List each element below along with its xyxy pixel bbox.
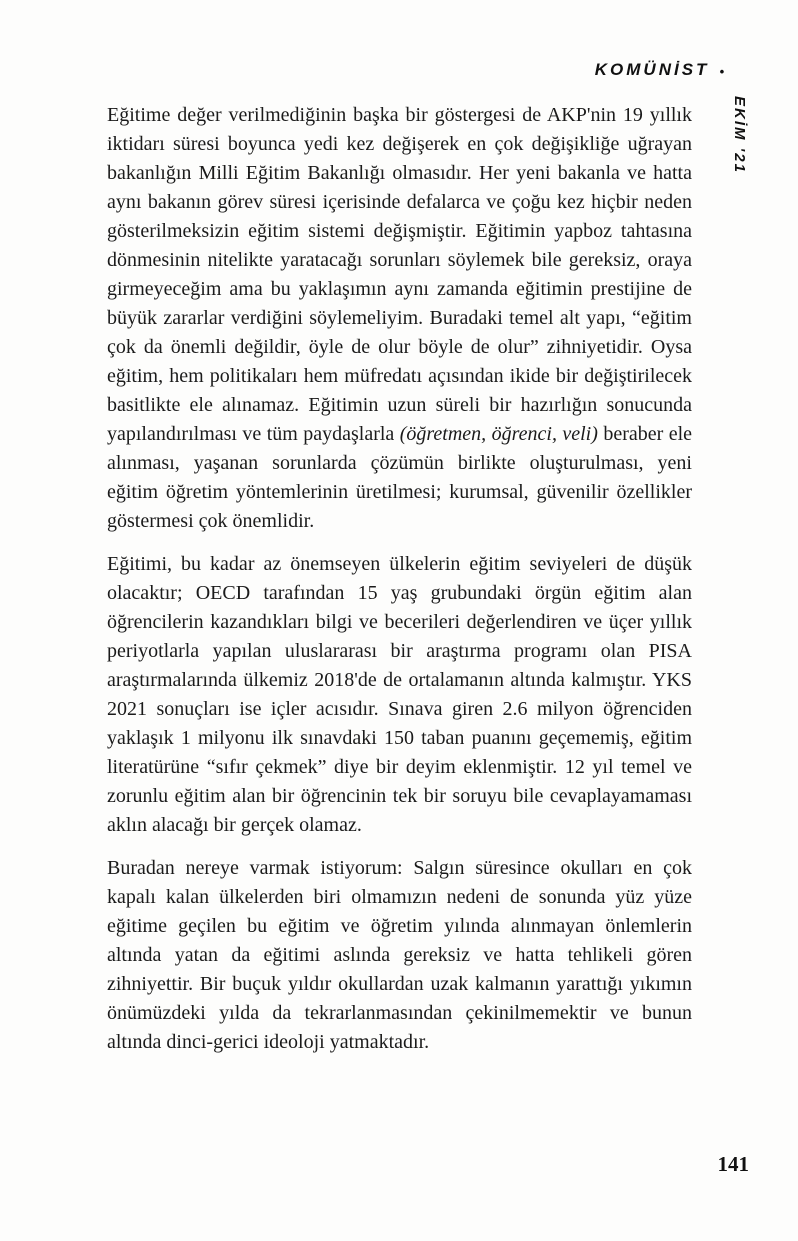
magazine-title: KOMÜNİST (594, 60, 710, 79)
issue-label: EKİM '21 (731, 96, 748, 174)
page-header (595, 60, 724, 80)
bullet-icon: • (719, 63, 724, 79)
page-number: 141 (717, 1152, 749, 1176)
paragraph-text: Eğitime değer verilmediğinin başka bir göstergesi de AKP'nin 19 yıllık iktidarı süresi boyunca yedi kez değişerek en çok değişikliğe uğrayan bakanlığın Milli Eğitim Bakanlığı olmasıdır. Her yeni bakanla ve hatta aynı bakanın görev süresi içerisinde defalarca ve çoğu kez hiçbir neden gösterilmeksizin eğitim sistemi değişmiştir. Eğitimin yapboz tahtasına dönmesinin nitelikte yaratacağı sorunları söylemek bile gereksiz, oraya girmeyeceğim ama bu yaklaşımın aynı zamanda eğitimin prestijine de büyük zararlar verdiğini söylemeliyim. Buradaki temel alt yapı, “eğitim çok da önemli değildir, öyle de olur böyle de olur” zihniyetidir. Oysa eğitim, hem politikaları hem müfredatı açısından ikide bir değiştirilecek basitlikte ele alınamaz. Eğitimin uzun süreli bir hazırlığın sonucunda yapılandırılması ve tüm paydaşlarla (107, 104, 692, 445)
paragraph-text: beraber ele alınması, yaşanan sorunlarda çözümün birlikte oluşturulması, yeni eğitim öğretim yöntemlerinin üretilmesi; kurumsal, güvenilir özellikler göstermesi çok önemlidir. (107, 423, 693, 532)
paragraph: Eğitimi, bu kadar az önemseyen ülkelerin eğitim seviyeleri de düşük olacaktır; OECD tarafından 15 yaş grubundaki örgün eğitim alan öğrencilerin kazandıkları bilgi ve becerileri değerlendiren ve üçer yıllık periyotlarla yapılan uluslararası bir araştırma programı olan PISA araştırmalarında ülkemiz 2018'de de ortalamanın altında kalmıştır. YKS 2021 sonuçları ise içler acısıdır. Sınava giren 2.6 milyon öğrenciden yaklaşık 1 milyonu ilk sınavdaki 150 taban puanını geçememiş, eğitim literatürüne “sıfır çekmek” diye bir deyim eklenmiştir. 12 yıl temel ve zorunlu eğitim alan bir öğrencinin tek bir soruyu bile cevaplayamaması aklın alacağı bir gerçek olamaz. (107, 553, 692, 836)
article-body (107, 101, 692, 1057)
paragraph: Buradan nereye varmak istiyorum: Salgın süresince okulları en çok kapalı kalan ülkelerden biri olmamızın nedeni de sonunda yüz yüze eğitime geçilen bu eğitim ve öğretim yılında alınmayan önlemlerin altında yatan da eğitimi aslında gereksiz ve hatta tehlikeli gören zihniyettir. Bir buçuk yıldır okullardan uzak kalmanın yarattığı yıkımın önümüzdeki yılda da tekrarlanmasından çekinilmemektir ve bunun altında dinci-gerici ideoloji yatmaktadır. (107, 857, 692, 1053)
paragraph-italic-text: (öğretmen, öğrenci, veli) (399, 423, 598, 445)
paragraph (107, 101, 692, 536)
